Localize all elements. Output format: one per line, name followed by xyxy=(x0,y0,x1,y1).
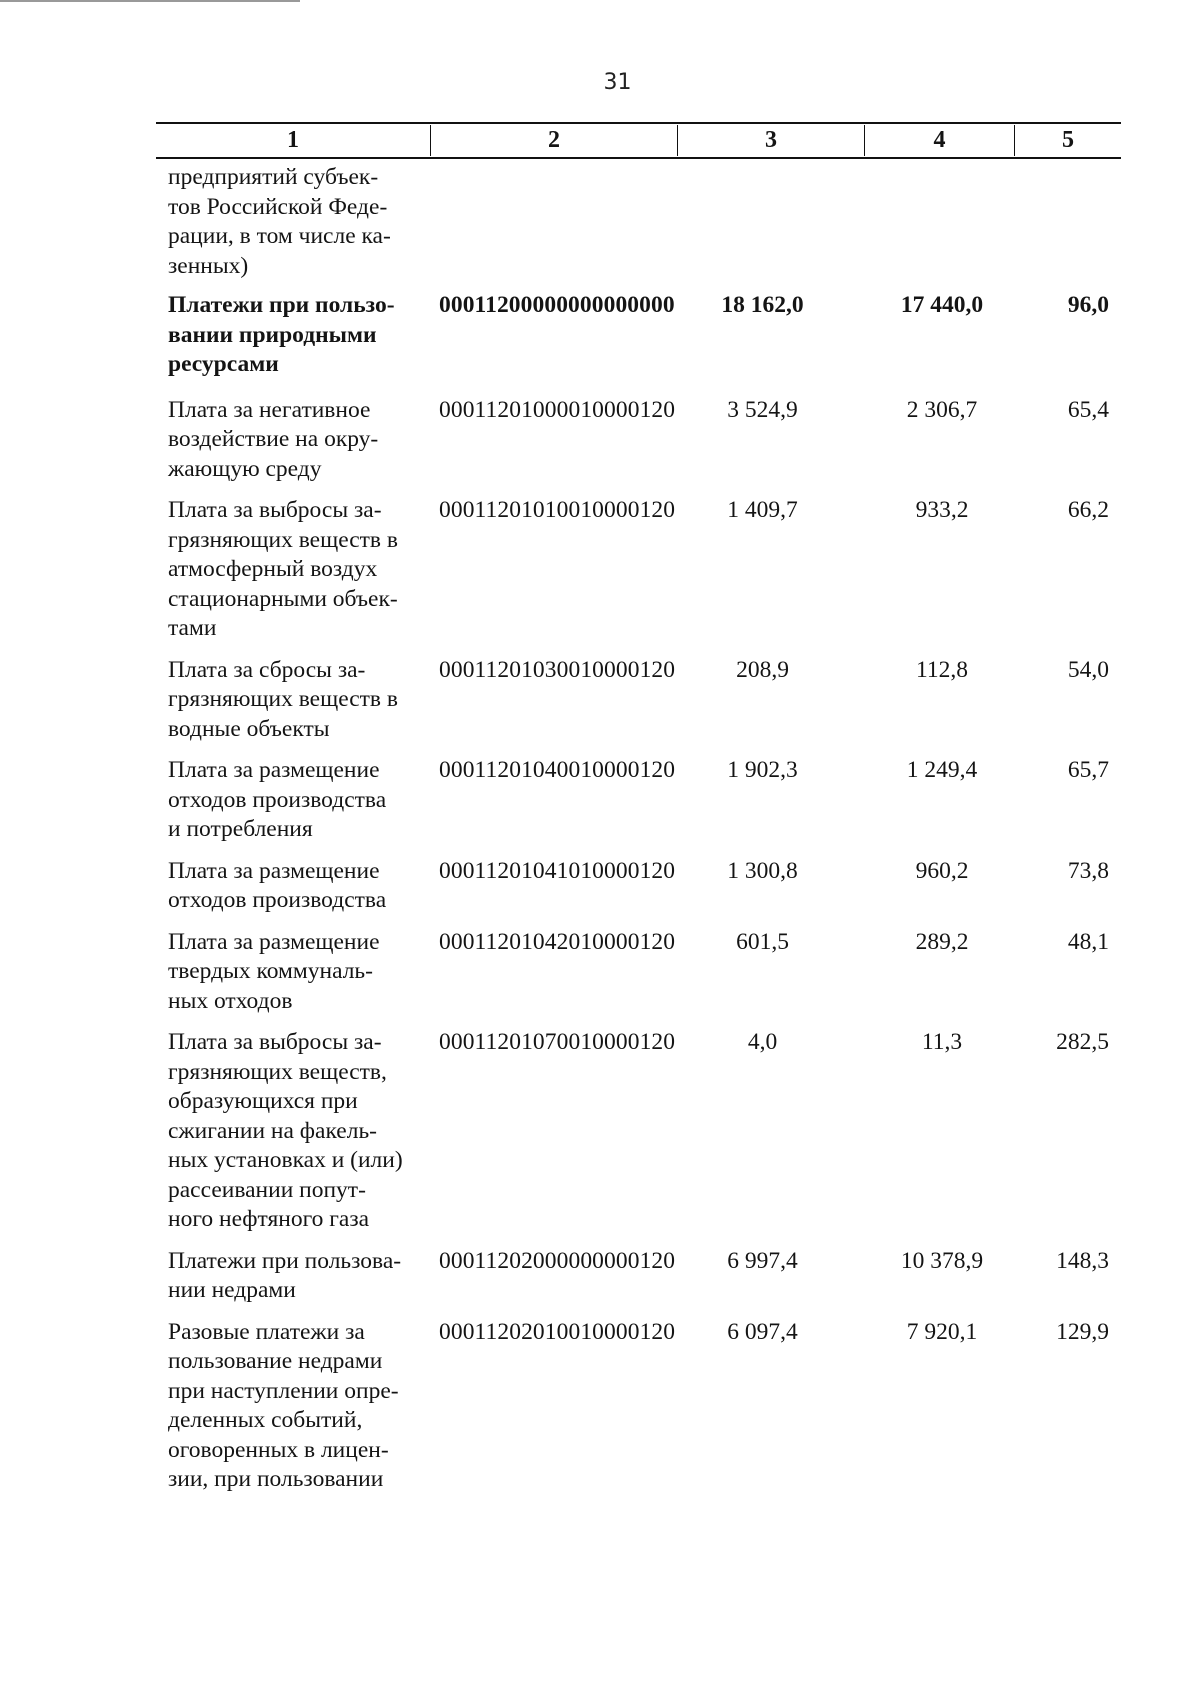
row-code: 00011201042010000120 xyxy=(439,928,676,955)
header-col-5: 5 xyxy=(1014,125,1121,156)
row-value-col5: 54,0 xyxy=(1067,656,1109,683)
header-col-1: 1 xyxy=(287,127,299,153)
row-value-col5: 96,0 xyxy=(1067,292,1109,318)
table-row xyxy=(156,291,1121,380)
header-col-3: 3 xyxy=(677,125,864,156)
row-value-col5: 65,4 xyxy=(1067,396,1109,423)
row-name: Плата за негативное воздействие на окру- жающую среду xyxy=(168,396,379,482)
table-row xyxy=(156,857,1121,916)
row-value-col3: 6 097,4 xyxy=(727,1318,798,1345)
row-value-col4: 112,8 xyxy=(915,656,968,683)
row-name: предприятий субъек- тов Российской Феде- рации, в том числе ка- зенных) xyxy=(168,164,391,279)
row-name: Платежи при пользова- нии недрами xyxy=(168,1247,402,1303)
table-row xyxy=(156,1318,1121,1495)
row-name: Плата за выбросы за- грязняющих веществ, образующихся при сжигании на факель- ных установках и (или) рассеивании попут- ного нефтяного газа xyxy=(168,1029,403,1232)
row-name: Плата за сбросы за- грязняющих веществ в водные объекты xyxy=(168,656,398,742)
row-value-col5: 66,2 xyxy=(1067,497,1109,523)
row-value-col5: 73,8 xyxy=(1067,857,1109,884)
table-row xyxy=(156,928,1121,1017)
row-value-col4: 289,2 xyxy=(915,928,969,955)
row-code: 00011202010010000120 xyxy=(439,1318,676,1345)
row-value-col4: 960,2 xyxy=(915,857,969,884)
table-row xyxy=(156,1028,1121,1235)
budget-table xyxy=(156,122,1121,1507)
table-row xyxy=(156,163,1121,281)
row-value-col3: 1 300,8 xyxy=(727,857,798,884)
row-name: Разовые платежи за пользование недрами при наступлении опре- деленных событий, оговоренных в лицен- зии, при пользовании xyxy=(168,1318,399,1492)
row-value-col4: 7 920,1 xyxy=(906,1318,978,1345)
row-code: 00011201030010000120 xyxy=(439,656,676,683)
row-code: 00011201041010000120 xyxy=(439,857,676,884)
row-code: 00011201040010000120 xyxy=(439,757,676,783)
row-value-col3: 1 409,7 xyxy=(727,497,798,523)
row-value-col5: 129,9 xyxy=(1056,1318,1109,1345)
row-value-col5: 282,5 xyxy=(1056,1029,1109,1055)
row-value-col4: 11,3 xyxy=(921,1029,963,1055)
table-row xyxy=(156,396,1121,485)
row-value-col3: 601,5 xyxy=(736,928,789,955)
row-value-col4: 17 440,0 xyxy=(900,292,984,318)
row-value-col5: 48,1 xyxy=(1067,928,1109,955)
scan-edge-line xyxy=(0,0,300,2)
row-value-col5: 65,7 xyxy=(1067,757,1109,783)
row-value-col3: 6 997,4 xyxy=(727,1247,798,1274)
row-value-col3: 208,9 xyxy=(736,656,789,683)
row-code: 00011202000000000120 xyxy=(439,1247,676,1274)
row-value-col3 xyxy=(677,163,864,281)
row-value-col3: 3 524,9 xyxy=(727,396,798,423)
row-value-col4: 1 249,4 xyxy=(906,757,978,783)
row-name: Плата за размещение твердых коммуналь- ных отходов xyxy=(168,928,380,1014)
row-code: 00011200000000000000 xyxy=(439,292,675,318)
row-name: Плата за выбросы за- грязняющих веществ в атмосферный воздух стационарными объек- тами xyxy=(168,497,398,641)
header-col-2: 2 xyxy=(430,125,677,156)
row-code: 00011201070010000120 xyxy=(439,1029,676,1055)
row-code: 00011201000010000120 xyxy=(439,396,676,423)
row-value-col4 xyxy=(864,163,1014,281)
row-value-col3: 18 162,0 xyxy=(721,292,804,318)
row-value-col5 xyxy=(1014,163,1121,281)
page-number: 31 xyxy=(603,70,632,95)
row-value-col3: 1 902,3 xyxy=(727,757,798,783)
table-row xyxy=(156,756,1121,845)
row-value-col3: 4,0 xyxy=(747,1029,778,1055)
row-value-col5: 148,3 xyxy=(1056,1247,1109,1274)
table-header xyxy=(156,122,1121,159)
row-name: Плата за размещение отходов производства xyxy=(168,857,387,913)
row-code: 00011201010010000120 xyxy=(439,497,676,523)
table-row xyxy=(156,496,1121,644)
table-body xyxy=(156,159,1121,1495)
row-name: Платежи при пользо- вании природными ресурсами xyxy=(168,292,395,377)
row-name: Плата за размещение отходов производства и потребления xyxy=(168,757,387,842)
table-row xyxy=(156,1247,1121,1306)
row-value-col4: 10 378,9 xyxy=(900,1247,984,1274)
row-value-col4: 933,2 xyxy=(915,497,969,523)
table-row xyxy=(156,656,1121,745)
row-value-col4: 2 306,7 xyxy=(906,396,978,423)
row-code xyxy=(430,163,677,281)
header-col-4: 4 xyxy=(864,125,1014,156)
